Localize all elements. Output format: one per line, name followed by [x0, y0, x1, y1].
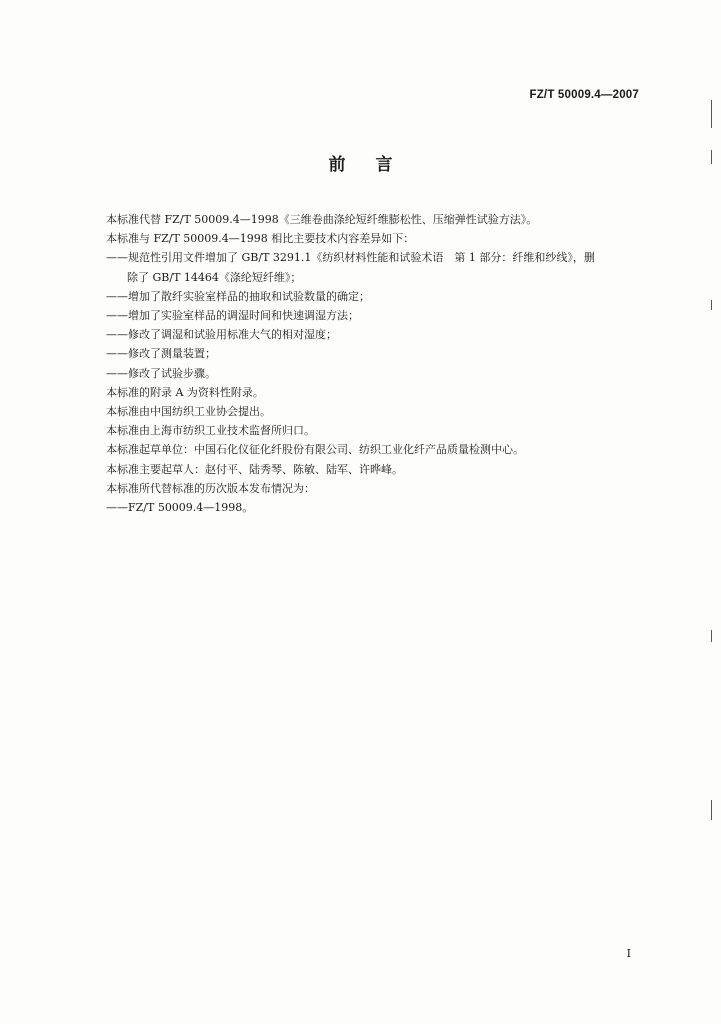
standard-code: FZ/T 50009.4—2007 — [529, 89, 639, 101]
text-line: ——FZ/T 50009.4—1998。 — [106, 501, 254, 515]
text-line: ——规范性引用文件增加了 GB/T 3291.1《纺织材料性能和试验术语 第 1 部分：纤维和纱线》，删 — [106, 251, 595, 265]
text-line: 本标准主要起草人：赵付平、陆秀琴、陈敏、陆军、许晔峰。 — [106, 462, 403, 476]
scan-edge-mark — [711, 630, 712, 642]
text-line: 本标准代替 FZ/T 50009.4—1998《三维卷曲涤纶短纤维膨松性、压缩弹性试验方法》。 — [106, 213, 538, 226]
text-line: 本标准与 FZ/T 50009.4—1998 相比主要技术内容差异如下： — [106, 232, 415, 246]
text-line: 本标准的附录 A 为资料性附录。 — [106, 385, 264, 399]
scan-edge-mark — [711, 300, 712, 310]
body-text — [106, 210, 646, 517]
scan-edge-mark — [711, 150, 712, 164]
text-line: ——增加了实验室样品的调湿时间和快速调湿方法； — [106, 309, 359, 323]
text-line: 除了 GB/T 14464《涤纶短纤维》； — [127, 270, 302, 284]
text-line: ——修改了调湿和试验用标准大气的相对湿度； — [106, 328, 337, 342]
scan-edge-mark — [711, 100, 712, 128]
text-line: 本标准所代替标准的历次版本发布情况为： — [106, 481, 315, 495]
text-line: 本标准起草单位：中国石化仪征化纤股份有限公司、纺织工业化纤产品质量检测中心。 — [106, 443, 524, 457]
scan-edge-mark — [711, 800, 712, 820]
page-title: 前言 — [328, 155, 423, 175]
text-line: ——修改了试验步骤。 — [106, 366, 216, 380]
text-line: 本标准由上海市纺织工业技术监督所归口。 — [106, 424, 315, 438]
text-line: ——增加了散纤实验室样品的抽取和试验数量的确定； — [106, 289, 370, 303]
text-line: ——修改了测量装置； — [106, 347, 216, 361]
text-line: 本标准由中国纺织工业协会提出。 — [106, 405, 271, 419]
page-number: I — [626, 947, 631, 960]
